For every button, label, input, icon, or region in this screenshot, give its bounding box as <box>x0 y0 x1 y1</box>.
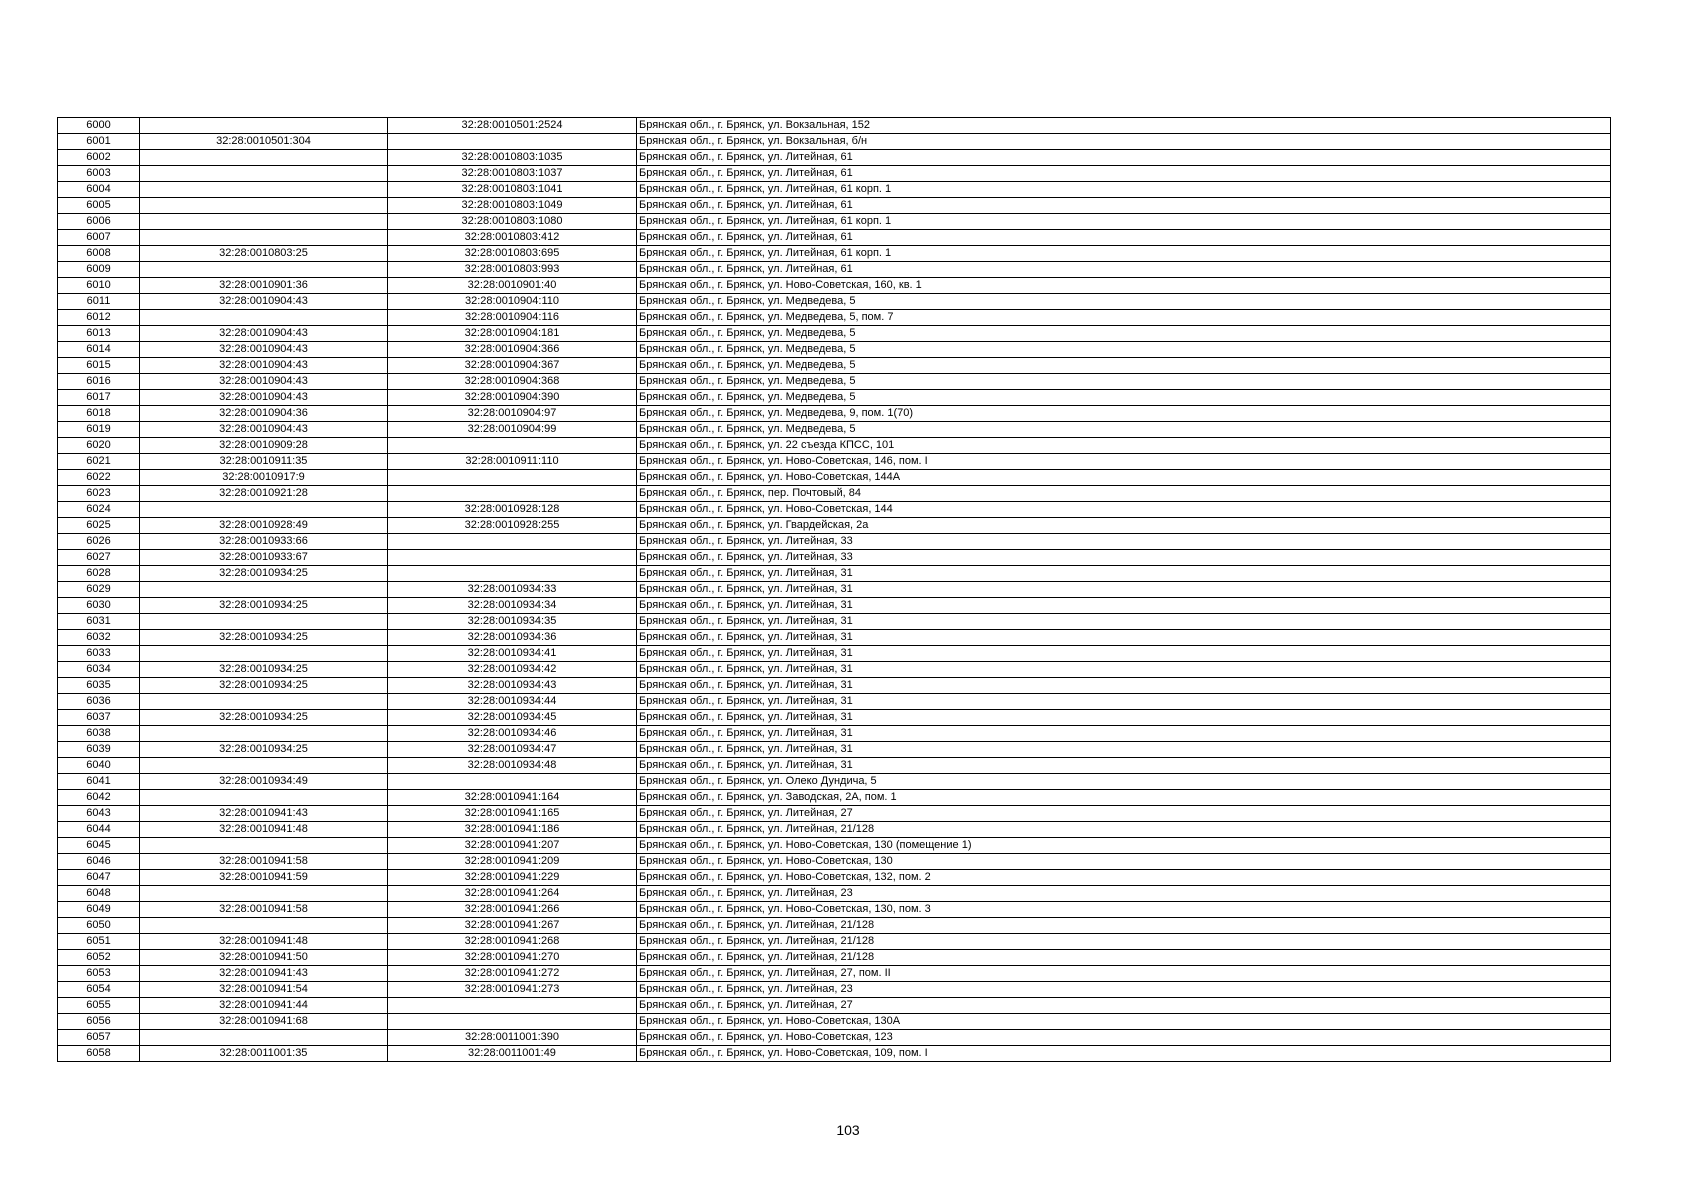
land-cadastral-number-cell: 32:28:0010917:9 <box>140 470 388 486</box>
table-row <box>58 838 1611 854</box>
table-row <box>58 326 1611 342</box>
object-cadastral-number-cell: 32:28:0010941:272 <box>388 966 637 982</box>
object-cadastral-number-cell: 32:28:0010904:97 <box>388 406 637 422</box>
land-cadastral-number-cell: 32:28:0010501:304 <box>140 134 388 150</box>
address-cell: Брянская обл., г. Брянск, ул. Литейная, 31 <box>637 614 1611 630</box>
land-cadastral-number-cell: 32:28:0010911:35 <box>140 454 388 470</box>
land-cadastral-number-cell: 32:28:0010941:43 <box>140 966 388 982</box>
object-cadastral-number-cell: 32:28:0010941:273 <box>388 982 637 998</box>
row-number-cell: 6051 <box>58 934 140 950</box>
object-cadastral-number-cell: 32:28:0010941:270 <box>388 950 637 966</box>
land-cadastral-number-cell: 32:28:0010934:25 <box>140 598 388 614</box>
address-cell: Брянская обл., г. Брянск, ул. Литейная, 21/128 <box>637 934 1611 950</box>
address-cell: Брянская обл., г. Брянск, ул. Литейная, 31 <box>637 566 1611 582</box>
object-cadastral-number-cell: 32:28:0010904:366 <box>388 342 637 358</box>
land-cadastral-number-cell: 32:28:0010933:67 <box>140 550 388 566</box>
table-row <box>58 694 1611 710</box>
table-row <box>58 854 1611 870</box>
land-cadastral-number-cell: 32:28:0011001:35 <box>140 1046 388 1062</box>
table-row <box>58 726 1611 742</box>
table-row <box>58 310 1611 326</box>
table-row <box>58 950 1611 966</box>
object-cadastral-number-cell <box>388 774 637 790</box>
row-number-cell: 6039 <box>58 742 140 758</box>
row-number-cell: 6056 <box>58 1014 140 1030</box>
land-cadastral-number-cell: 32:28:0010904:43 <box>140 422 388 438</box>
object-cadastral-number-cell: 32:28:0010901:40 <box>388 278 637 294</box>
object-cadastral-number-cell <box>388 438 637 454</box>
land-cadastral-number-cell: 32:28:0010904:43 <box>140 342 388 358</box>
row-number-cell: 6013 <box>58 326 140 342</box>
object-cadastral-number-cell: 32:28:0010941:264 <box>388 886 637 902</box>
object-cadastral-number-cell: 32:28:0010941:229 <box>388 870 637 886</box>
row-number-cell: 6046 <box>58 854 140 870</box>
table-row <box>58 150 1611 166</box>
object-cadastral-number-cell: 32:28:0010803:1049 <box>388 198 637 214</box>
object-cadastral-number-cell <box>388 550 637 566</box>
row-number-cell: 6031 <box>58 614 140 630</box>
address-cell: Брянская обл., г. Брянск, ул. Литейная, 61 <box>637 262 1611 278</box>
land-cadastral-number-cell: 32:28:0010904:36 <box>140 406 388 422</box>
object-cadastral-number-cell: 32:28:0010803:1035 <box>388 150 637 166</box>
table-row <box>58 134 1611 150</box>
land-cadastral-number-cell: 32:28:0010934:25 <box>140 630 388 646</box>
address-cell: Брянская обл., г. Брянск, ул. Литейная, 31 <box>637 598 1611 614</box>
address-cell: Брянская обл., г. Брянск, ул. Олеко Дундича, 5 <box>637 774 1611 790</box>
address-cell: Брянская обл., г. Брянск, ул. Литейная, 27, пом. II <box>637 966 1611 982</box>
land-cadastral-number-cell: 32:28:0010941:54 <box>140 982 388 998</box>
row-number-cell: 6022 <box>58 470 140 486</box>
row-number-cell: 6041 <box>58 774 140 790</box>
address-cell: Брянская обл., г. Брянск, ул. Литейная, 61 корп. 1 <box>637 214 1611 230</box>
object-cadastral-number-cell: 32:28:0010928:128 <box>388 502 637 518</box>
address-cell: Брянская обл., г. Брянск, ул. Медведева, 5 <box>637 294 1611 310</box>
table-row <box>58 438 1611 454</box>
land-cadastral-number-cell <box>140 758 388 774</box>
land-cadastral-number-cell: 32:28:0010904:43 <box>140 358 388 374</box>
land-cadastral-number-cell <box>140 790 388 806</box>
table-row <box>58 806 1611 822</box>
object-cadastral-number-cell: 32:28:0010501:2524 <box>388 118 637 134</box>
object-cadastral-number-cell: 32:28:0010941:267 <box>388 918 637 934</box>
land-cadastral-number-cell <box>140 694 388 710</box>
row-number-cell: 6049 <box>58 902 140 918</box>
land-cadastral-number-cell <box>140 886 388 902</box>
object-cadastral-number-cell: 32:28:0010941:268 <box>388 934 637 950</box>
address-cell: Брянская обл., г. Брянск, ул. Литейная, 23 <box>637 982 1611 998</box>
object-cadastral-number-cell: 32:28:0010934:36 <box>388 630 637 646</box>
row-number-cell: 6038 <box>58 726 140 742</box>
row-number-cell: 6029 <box>58 582 140 598</box>
land-cadastral-number-cell: 32:28:0010901:36 <box>140 278 388 294</box>
address-cell: Брянская обл., г. Брянск, ул. Литейная, 23 <box>637 886 1611 902</box>
object-cadastral-number-cell <box>388 486 637 502</box>
page-number: 103 <box>836 1122 860 1138</box>
object-cadastral-number-cell: 32:28:0010934:33 <box>388 582 637 598</box>
object-cadastral-number-cell: 32:28:0010803:695 <box>388 246 637 262</box>
address-cell: Брянская обл., г. Брянск, ул. Литейная, 21/128 <box>637 950 1611 966</box>
address-cell: Брянская обл., г. Брянск, ул. Литейная, 21/128 <box>637 918 1611 934</box>
row-number-cell: 6011 <box>58 294 140 310</box>
land-cadastral-number-cell: 32:28:0010941:48 <box>140 934 388 950</box>
table-row <box>58 406 1611 422</box>
land-cadastral-number-cell: 32:28:0010941:68 <box>140 1014 388 1030</box>
table-row <box>58 902 1611 918</box>
table-row <box>58 518 1611 534</box>
address-cell: Брянская обл., г. Брянск, ул. Литейная, 31 <box>637 710 1611 726</box>
address-cell: Брянская обл., г. Брянск, ул. Ново-Советская, 160, кв. 1 <box>637 278 1611 294</box>
object-cadastral-number-cell <box>388 566 637 582</box>
land-cadastral-number-cell: 32:28:0010941:58 <box>140 854 388 870</box>
table-row <box>58 758 1611 774</box>
object-cadastral-number-cell: 32:28:0010803:993 <box>388 262 637 278</box>
table-row <box>58 118 1611 134</box>
address-cell: Брянская обл., г. Брянск, ул. Медведева, 5 <box>637 358 1611 374</box>
land-cadastral-number-cell <box>140 502 388 518</box>
object-cadastral-number-cell: 32:28:0010934:45 <box>388 710 637 726</box>
object-cadastral-number-cell: 32:28:0011001:390 <box>388 1030 637 1046</box>
table-row <box>58 614 1611 630</box>
table-row <box>58 646 1611 662</box>
table-row <box>58 246 1611 262</box>
row-number-cell: 6020 <box>58 438 140 454</box>
object-cadastral-number-cell: 32:28:0010934:47 <box>388 742 637 758</box>
land-cadastral-number-cell: 32:28:0010904:43 <box>140 390 388 406</box>
land-cadastral-number-cell: 32:28:0010934:25 <box>140 678 388 694</box>
land-cadastral-number-cell: 32:28:0010928:49 <box>140 518 388 534</box>
row-number-cell: 6014 <box>58 342 140 358</box>
land-cadastral-number-cell <box>140 310 388 326</box>
row-number-cell: 6048 <box>58 886 140 902</box>
address-cell: Брянская обл., г. Брянск, ул. Литейная, 31 <box>637 630 1611 646</box>
table-row <box>58 566 1611 582</box>
address-cell: Брянская обл., г. Брянск, ул. Литейная, 33 <box>637 550 1611 566</box>
land-cadastral-number-cell <box>140 150 388 166</box>
land-cadastral-number-cell <box>140 262 388 278</box>
object-cadastral-number-cell: 32:28:0010934:41 <box>388 646 637 662</box>
table-row <box>58 662 1611 678</box>
address-cell: Брянская обл., г. Брянск, ул. Медведева, 5 <box>637 326 1611 342</box>
table-row <box>58 374 1611 390</box>
land-cadastral-number-cell: 32:28:0010934:25 <box>140 566 388 582</box>
table-row <box>58 390 1611 406</box>
land-cadastral-number-cell: 32:28:0010941:59 <box>140 870 388 886</box>
object-cadastral-number-cell: 32:28:0010904:110 <box>388 294 637 310</box>
land-cadastral-number-cell <box>140 166 388 182</box>
row-number-cell: 6023 <box>58 486 140 502</box>
address-cell: Брянская обл., г. Брянск, ул. Медведева, 9, пом. 1(70) <box>637 406 1611 422</box>
object-cadastral-number-cell: 32:28:0010941:164 <box>388 790 637 806</box>
table-row <box>58 630 1611 646</box>
address-cell: Брянская обл., г. Брянск, ул. Литейная, 27 <box>637 998 1611 1014</box>
row-number-cell: 6007 <box>58 230 140 246</box>
row-number-cell: 6032 <box>58 630 140 646</box>
object-cadastral-number-cell: 32:28:0010941:165 <box>388 806 637 822</box>
address-cell: Брянская обл., г. Брянск, ул. Ново-Советская, 130 (помещение 1) <box>637 838 1611 854</box>
address-cell: Брянская обл., г. Брянск, ул. Литейная, 31 <box>637 726 1611 742</box>
land-cadastral-number-cell: 32:28:0010934:25 <box>140 662 388 678</box>
row-number-cell: 6006 <box>58 214 140 230</box>
address-cell: Брянская обл., г. Брянск, ул. Литейная, 31 <box>637 742 1611 758</box>
land-cadastral-number-cell: 32:28:0010933:66 <box>140 534 388 550</box>
table-row <box>58 278 1611 294</box>
object-cadastral-number-cell: 32:28:0010934:42 <box>388 662 637 678</box>
row-number-cell: 6024 <box>58 502 140 518</box>
row-number-cell: 6052 <box>58 950 140 966</box>
row-number-cell: 6035 <box>58 678 140 694</box>
table-row <box>58 182 1611 198</box>
table-row <box>58 710 1611 726</box>
table-row <box>58 358 1611 374</box>
land-cadastral-number-cell: 32:28:0010921:28 <box>140 486 388 502</box>
table-row <box>58 934 1611 950</box>
table-row <box>58 598 1611 614</box>
row-number-cell: 6050 <box>58 918 140 934</box>
address-cell: Брянская обл., г. Брянск, ул. Медведева, 5 <box>637 374 1611 390</box>
row-number-cell: 6033 <box>58 646 140 662</box>
land-cadastral-number-cell: 32:28:0010941:50 <box>140 950 388 966</box>
table-row <box>58 550 1611 566</box>
row-number-cell: 6010 <box>58 278 140 294</box>
address-cell: Брянская обл., г. Брянск, ул. Литейная, 33 <box>637 534 1611 550</box>
row-number-cell: 6027 <box>58 550 140 566</box>
address-cell: Брянская обл., г. Брянск, ул. Литейная, 31 <box>637 678 1611 694</box>
object-cadastral-number-cell: 32:28:0010934:46 <box>388 726 637 742</box>
object-cadastral-number-cell: 32:28:0010928:255 <box>388 518 637 534</box>
address-cell: Брянская обл., г. Брянск, ул. Медведева, 5 <box>637 390 1611 406</box>
table-row <box>58 1046 1611 1062</box>
row-number-cell: 6036 <box>58 694 140 710</box>
object-cadastral-number-cell: 32:28:0011001:49 <box>388 1046 637 1062</box>
row-number-cell: 6004 <box>58 182 140 198</box>
land-cadastral-number-cell: 32:28:0010941:58 <box>140 902 388 918</box>
table-row <box>58 1030 1611 1046</box>
row-number-cell: 6005 <box>58 198 140 214</box>
table-row <box>58 966 1611 982</box>
land-cadastral-number-cell: 32:28:0010934:25 <box>140 742 388 758</box>
table-row <box>58 822 1611 838</box>
table-row <box>58 918 1611 934</box>
object-cadastral-number-cell: 32:28:0010904:390 <box>388 390 637 406</box>
row-number-cell: 6019 <box>58 422 140 438</box>
land-cadastral-number-cell <box>140 182 388 198</box>
address-cell: Брянская обл., г. Брянск, ул. Литейная, 27 <box>637 806 1611 822</box>
land-cadastral-number-cell <box>140 582 388 598</box>
object-cadastral-number-cell: 32:28:0010911:110 <box>388 454 637 470</box>
land-cadastral-number-cell <box>140 646 388 662</box>
table-row <box>58 214 1611 230</box>
object-cadastral-number-cell: 32:28:0010934:35 <box>388 614 637 630</box>
row-number-cell: 6028 <box>58 566 140 582</box>
address-cell: Брянская обл., г. Брянск, ул. Литейная, 31 <box>637 694 1611 710</box>
land-cadastral-number-cell: 32:28:0010904:43 <box>140 326 388 342</box>
row-number-cell: 6058 <box>58 1046 140 1062</box>
table-row <box>58 998 1611 1014</box>
address-cell: Брянская обл., г. Брянск, ул. Литейная, 31 <box>637 582 1611 598</box>
row-number-cell: 6054 <box>58 982 140 998</box>
table-row <box>58 262 1611 278</box>
address-cell: Брянская обл., г. Брянск, ул. Ново-Советская, 144 <box>637 502 1611 518</box>
table-body <box>58 118 1611 1062</box>
land-cadastral-number-cell: 32:28:0010904:43 <box>140 374 388 390</box>
address-cell: Брянская обл., г. Брянск, ул. Вокзальная, б/н <box>637 134 1611 150</box>
address-cell: Брянская обл., г. Брянск, ул. Литейная, 61 корп. 1 <box>637 182 1611 198</box>
land-cadastral-number-cell: 32:28:0010934:49 <box>140 774 388 790</box>
row-number-cell: 6015 <box>58 358 140 374</box>
land-cadastral-number-cell <box>140 214 388 230</box>
object-cadastral-number-cell: 32:28:0010803:1080 <box>388 214 637 230</box>
address-cell: Брянская обл., г. Брянск, ул. Литейная, 61 <box>637 230 1611 246</box>
object-cadastral-number-cell: 32:28:0010904:368 <box>388 374 637 390</box>
object-cadastral-number-cell: 32:28:0010904:99 <box>388 422 637 438</box>
address-cell: Брянская обл., г. Брянск, ул. Литейная, 61 <box>637 198 1611 214</box>
row-number-cell: 6030 <box>58 598 140 614</box>
address-cell: Брянская обл., г. Брянск, ул. Литейная, 31 <box>637 646 1611 662</box>
land-cadastral-number-cell <box>140 726 388 742</box>
row-number-cell: 6003 <box>58 166 140 182</box>
row-number-cell: 6044 <box>58 822 140 838</box>
object-cadastral-number-cell <box>388 534 637 550</box>
object-cadastral-number-cell: 32:28:0010803:1037 <box>388 166 637 182</box>
table-row <box>58 774 1611 790</box>
address-cell: Брянская обл., г. Брянск, ул. Заводская, 2А, пом. 1 <box>637 790 1611 806</box>
object-cadastral-number-cell: 32:28:0010904:367 <box>388 358 637 374</box>
table-row <box>58 1014 1611 1030</box>
object-cadastral-number-cell: 32:28:0010934:43 <box>388 678 637 694</box>
table-row <box>58 678 1611 694</box>
land-cadastral-number-cell <box>140 918 388 934</box>
address-cell: Брянская обл., г. Брянск, ул. Литейная, 61 <box>637 166 1611 182</box>
land-cadastral-number-cell: 32:28:0010934:25 <box>140 710 388 726</box>
table-row <box>58 294 1611 310</box>
table-row <box>58 502 1611 518</box>
row-number-cell: 6034 <box>58 662 140 678</box>
table-row <box>58 230 1611 246</box>
row-number-cell: 6057 <box>58 1030 140 1046</box>
land-cadastral-number-cell <box>140 614 388 630</box>
address-cell: Брянская обл., г. Брянск, ул. Литейная, 21/128 <box>637 822 1611 838</box>
table-row <box>58 534 1611 550</box>
row-number-cell: 6021 <box>58 454 140 470</box>
address-cell: Брянская обл., г. Брянск, пер. Почтовый, 84 <box>637 486 1611 502</box>
address-cell: Брянская обл., г. Брянск, ул. Литейная, 61 корп. 1 <box>637 246 1611 262</box>
address-cell: Брянская обл., г. Брянск, ул. Ново-Советская, 123 <box>637 1030 1611 1046</box>
row-number-cell: 6053 <box>58 966 140 982</box>
row-number-cell: 6018 <box>58 406 140 422</box>
object-cadastral-number-cell: 32:28:0010803:1041 <box>388 182 637 198</box>
land-cadastral-number-cell <box>140 838 388 854</box>
table-row <box>58 870 1611 886</box>
address-cell: Брянская обл., г. Брянск, ул. Ново-Советская, 109, пом. I <box>637 1046 1611 1062</box>
row-number-cell: 6017 <box>58 390 140 406</box>
address-cell: Брянская обл., г. Брянск, ул. Медведева, 5 <box>637 342 1611 358</box>
table-row <box>58 790 1611 806</box>
address-cell: Брянская обл., г. Брянск, ул. Ново-Советская, 132, пом. 2 <box>637 870 1611 886</box>
address-cell: Брянская обл., г. Брянск, ул. Ново-Советская, 130 <box>637 854 1611 870</box>
land-cadastral-number-cell <box>140 198 388 214</box>
address-cell: Брянская обл., г. Брянск, ул. Ново-Советская, 144А <box>637 470 1611 486</box>
table-row <box>58 742 1611 758</box>
row-number-cell: 6026 <box>58 534 140 550</box>
row-number-cell: 6047 <box>58 870 140 886</box>
row-number-cell: 6055 <box>58 998 140 1014</box>
land-cadastral-number-cell <box>140 1030 388 1046</box>
object-cadastral-number-cell: 32:28:0010803:412 <box>388 230 637 246</box>
row-number-cell: 6008 <box>58 246 140 262</box>
land-cadastral-number-cell: 32:28:0010941:44 <box>140 998 388 1014</box>
address-cell: Брянская обл., г. Брянск, ул. Ново-Советская, 130А <box>637 1014 1611 1030</box>
object-cadastral-number-cell <box>388 470 637 486</box>
row-number-cell: 6001 <box>58 134 140 150</box>
table-row <box>58 470 1611 486</box>
object-cadastral-number-cell: 32:28:0010941:266 <box>388 902 637 918</box>
object-cadastral-number-cell: 32:28:0010941:207 <box>388 838 637 854</box>
address-cell: Брянская обл., г. Брянск, ул. Медведева, 5, пом. 7 <box>637 310 1611 326</box>
object-cadastral-number-cell: 32:28:0010904:181 <box>388 326 637 342</box>
row-number-cell: 6037 <box>58 710 140 726</box>
object-cadastral-number-cell: 32:28:0010934:34 <box>388 598 637 614</box>
property-registry-table <box>57 117 1611 1062</box>
table-row <box>58 454 1611 470</box>
object-cadastral-number-cell: 32:28:0010934:48 <box>388 758 637 774</box>
land-cadastral-number-cell: 32:28:0010941:43 <box>140 806 388 822</box>
land-cadastral-number-cell: 32:28:0010909:28 <box>140 438 388 454</box>
table-row <box>58 166 1611 182</box>
table-row <box>58 422 1611 438</box>
address-cell: Брянская обл., г. Брянск, ул. Литейная, 31 <box>637 758 1611 774</box>
object-cadastral-number-cell <box>388 998 637 1014</box>
row-number-cell: 6043 <box>58 806 140 822</box>
object-cadastral-number-cell: 32:28:0010904:116 <box>388 310 637 326</box>
object-cadastral-number-cell: 32:28:0010941:209 <box>388 854 637 870</box>
address-cell: Брянская обл., г. Брянск, ул. Ново-Советская, 146, пом. I <box>637 454 1611 470</box>
land-cadastral-number-cell: 32:28:0010941:48 <box>140 822 388 838</box>
row-number-cell: 6002 <box>58 150 140 166</box>
table-row <box>58 982 1611 998</box>
address-cell: Брянская обл., г. Брянск, ул. Литейная, 31 <box>637 662 1611 678</box>
row-number-cell: 6012 <box>58 310 140 326</box>
address-cell: Брянская обл., г. Брянск, ул. Гвардейская, 2а <box>637 518 1611 534</box>
table-row <box>58 198 1611 214</box>
object-cadastral-number-cell: 32:28:0010941:186 <box>388 822 637 838</box>
land-cadastral-number-cell: 32:28:0010904:43 <box>140 294 388 310</box>
table-row <box>58 886 1611 902</box>
row-number-cell: 6009 <box>58 262 140 278</box>
address-cell: Брянская обл., г. Брянск, ул. 22 съезда КПСС, 101 <box>637 438 1611 454</box>
land-cadastral-number-cell <box>140 230 388 246</box>
land-cadastral-number-cell: 32:28:0010803:25 <box>140 246 388 262</box>
object-cadastral-number-cell <box>388 134 637 150</box>
object-cadastral-number-cell: 32:28:0010934:44 <box>388 694 637 710</box>
address-cell: Брянская обл., г. Брянск, ул. Ново-Советская, 130, пом. 3 <box>637 902 1611 918</box>
row-number-cell: 6000 <box>58 118 140 134</box>
row-number-cell: 6016 <box>58 374 140 390</box>
address-cell: Брянская обл., г. Брянск, ул. Литейная, 61 <box>637 150 1611 166</box>
object-cadastral-number-cell <box>388 1014 637 1030</box>
table-row <box>58 486 1611 502</box>
row-number-cell: 6040 <box>58 758 140 774</box>
row-number-cell: 6025 <box>58 518 140 534</box>
table-row <box>58 582 1611 598</box>
row-number-cell: 6042 <box>58 790 140 806</box>
address-cell: Брянская обл., г. Брянск, ул. Медведева, 5 <box>637 422 1611 438</box>
land-cadastral-number-cell <box>140 118 388 134</box>
address-cell: Брянская обл., г. Брянск, ул. Вокзальная, 152 <box>637 118 1611 134</box>
table-row <box>58 342 1611 358</box>
row-number-cell: 6045 <box>58 838 140 854</box>
